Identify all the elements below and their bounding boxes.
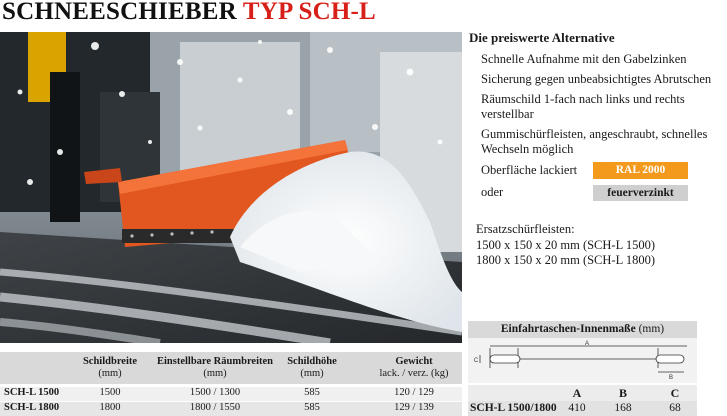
dimension-b-value: 168 [614,402,632,414]
row-weight: 120 / 129 [394,387,434,398]
features-heading: Die preiswerte Alternative [469,30,615,45]
feature-list-panel [469,30,727,206]
header-blade-height: Schildhöhe (mm) [287,356,337,379]
row-model: SCH-L 1800 [4,402,60,413]
title-type: TYP SCH-L [242,0,376,25]
row-height: 585 [304,387,320,398]
finish-option-galvanized [481,184,727,202]
row-weight: 129 / 139 [394,402,434,413]
feature-list [469,52,727,157]
column-c: C [670,386,680,400]
row-height: 585 [304,402,320,413]
spares-heading: Ersatzschürfleisten: [476,222,575,236]
header-clearing-width: Einstellbare Räumbreiten (mm) [157,356,273,379]
fork-pocket-diagram [468,338,697,383]
pocket-dimensions-table [468,321,697,416]
table-row [0,387,462,401]
feature-item: Gummischürfleisten, angeschraubt, schnelles Wechseln möglich [481,127,708,156]
spare-blades [476,222,655,269]
galvanized-badge: feuerverzinkt [593,185,688,201]
row-model: SCH-L 1500 [4,387,60,398]
row-clearing: 1800 / 1550 [189,402,241,413]
dimension-c-value: 68 [669,402,681,414]
spec-table-header [0,352,462,384]
feature-item: Räumschild 1-fach nach links und rechts verstellbar [481,92,685,121]
diagram-label-b: B [668,375,674,381]
diagram-label-c: C [473,358,479,364]
spec-table [0,352,462,416]
feature-item: Sicherung gegen unbeabsichtigtes Abrutschen [481,72,712,86]
finish-option-painted [481,162,727,180]
table-row [468,401,697,416]
spare-item: 1500 x 150 x 20 mm (SCH-L 1500) [476,237,656,252]
row-width: 1800 [99,402,121,413]
header-weight: Gewicht lack. / verz. (kg) [379,356,449,379]
row-clearing: 1500 / 1300 [189,387,241,398]
dimension-a-value: 410 [568,402,586,414]
table-row [0,402,462,416]
snow-plow-photo [0,32,462,343]
ral-color-badge: RAL 2000 [593,162,688,179]
header-blade-width: Schildbreite (mm) [82,356,138,379]
diagram-label-a: A [584,341,590,347]
column-a: A [572,386,582,400]
dimensions-model: SCH-L 1500/1800 [470,402,557,414]
row-width: 1500 [99,387,121,398]
dimensions-title: Einfahrtaschen-Innenmaße (mm) [468,321,697,338]
finish-label: Oberfläche lackiert [481,163,578,177]
feature-item: Schnelle Aufnahme mit den Gabelzinken [481,52,687,66]
or-label: oder [481,185,504,199]
column-b: B [618,386,627,400]
spare-item: 1800 x 150 x 20 mm (SCH-L 1800) [476,253,656,267]
page-title [2,0,376,26]
dimensions-column-headers [468,385,697,401]
title-product: SCHNEESCHIEBER [2,0,237,25]
